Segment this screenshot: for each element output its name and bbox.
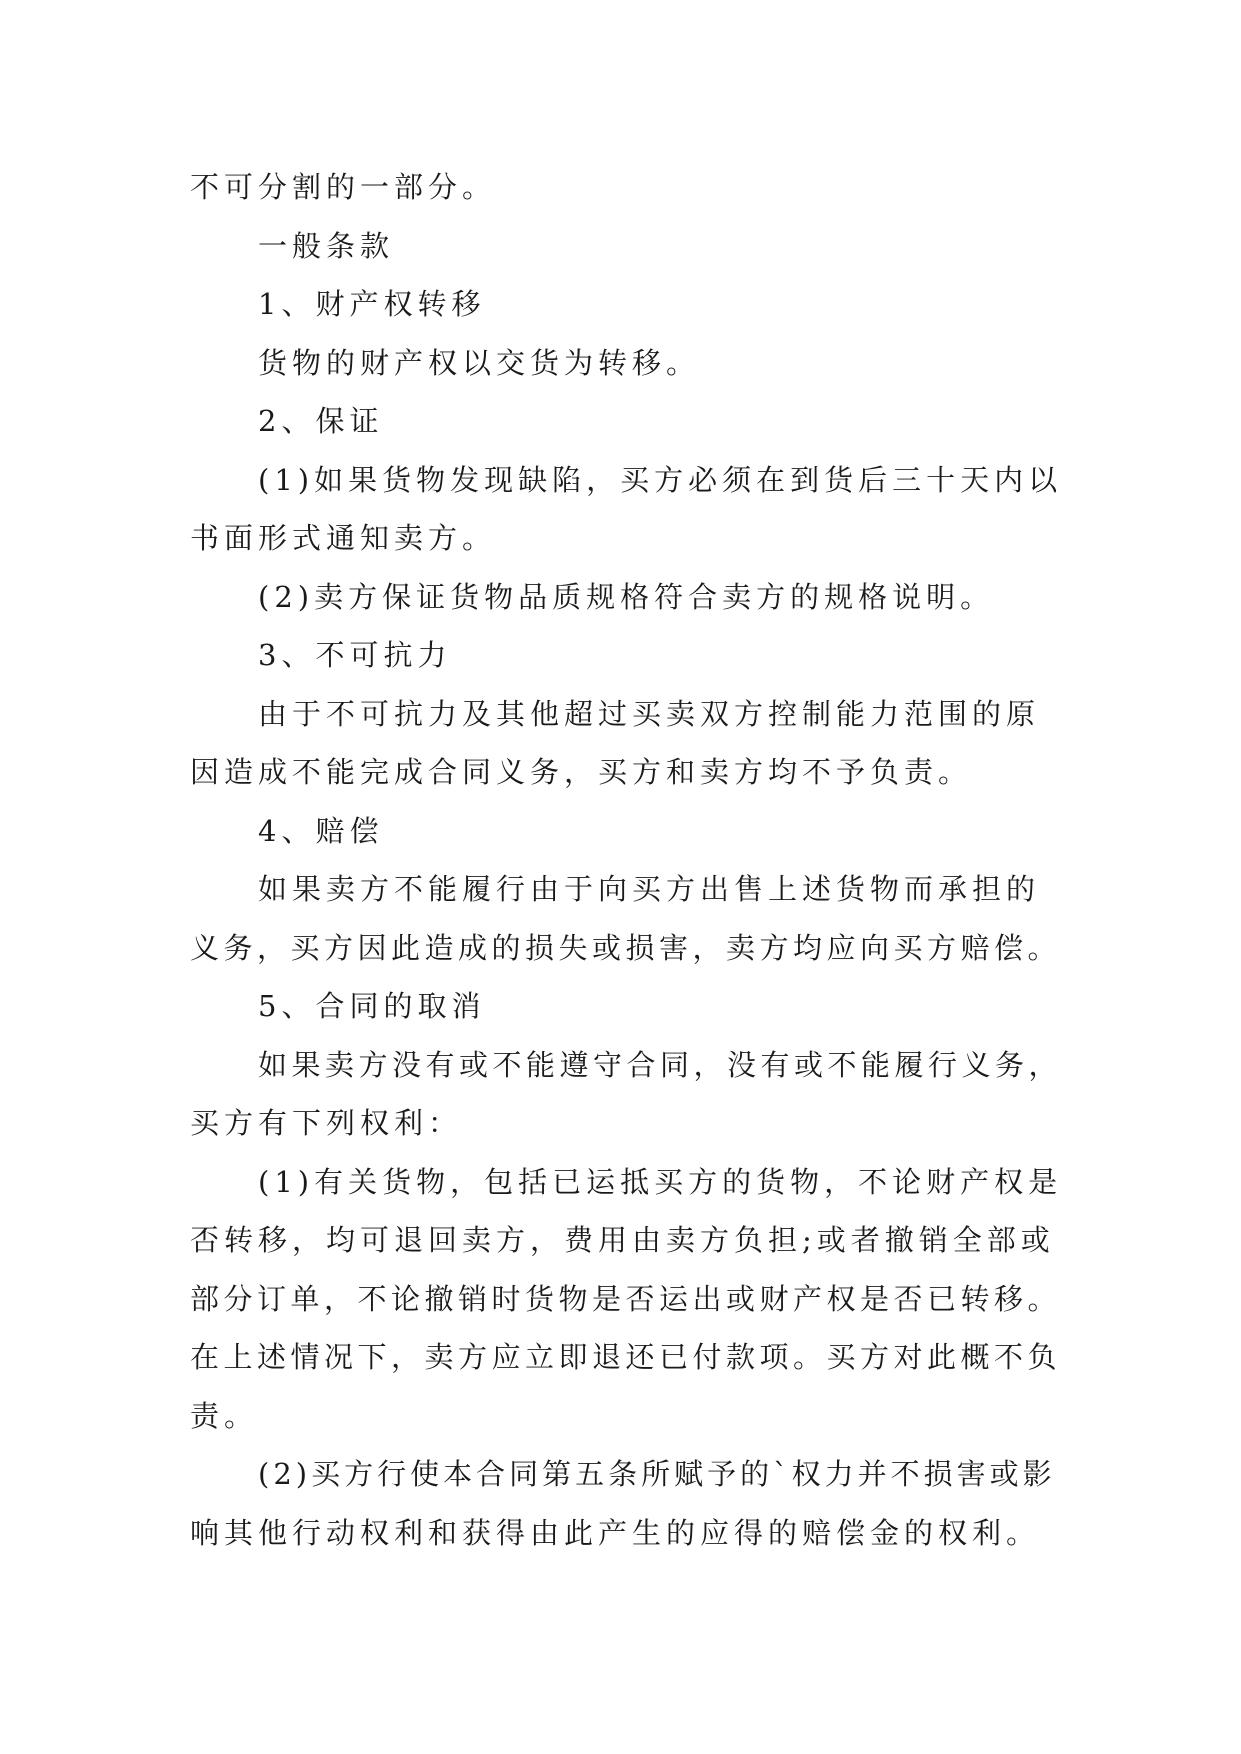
clause-heading-2: 2、保证 (258, 404, 384, 438)
text-line: 义务，买方因此造成的损失或损害，卖方均应向买方赔偿。 (190, 930, 1062, 965)
clause-heading-5: 5、合同的取消 (258, 989, 486, 1023)
text-line: (2)买方行使本合同第五条所赋予的`权力并不损害或影 (258, 1457, 1056, 1491)
text-line: 响其他行动权利和获得由此产生的应得的赔偿金的权利。 (190, 1515, 1041, 1550)
text-line: 买方有下列权利： (190, 1106, 463, 1140)
text-line: 书面形式通知卖方。 (190, 521, 497, 555)
document-body (190, 158, 1065, 1562)
clause-heading-3: 3、不可抗力 (258, 638, 452, 672)
text-line: 如果卖方不能履行由于向买方出售上述货物而承担的 (258, 872, 1041, 906)
text-line: 因造成不能完成合同义务，买方和卖方均不予负责。 (190, 755, 973, 789)
text-line: 部分订单，不论撤销时货物是否运出或财产权是否已转移。 (190, 1281, 1062, 1316)
text-line: 货物的财产权以交货为转移。 (258, 345, 701, 380)
text-line: 由于不可抗力及其他超过买卖双方控制能力范围的原 (258, 696, 1041, 731)
text-line: 在上述情况下，卖方应立即退还已付款项。买方对此概不负 (190, 1340, 1062, 1374)
text-line: 责。 (190, 1398, 259, 1433)
clause-heading-4: 4、赔偿 (258, 813, 384, 848)
text-line: (1)如果货物发现缺陷，买方必须在到货后三十天内以 (258, 462, 1063, 497)
text-line: 不可分割的一部分。 (190, 170, 497, 204)
text-line: 否转移，均可退回卖方，费用由卖方负担;或者撤销全部或 (190, 1223, 1055, 1257)
text-line: (2)卖方保证货物品质规格符合卖方的规格说明。 (258, 579, 995, 614)
section-heading-general-terms: 一般条款 (258, 228, 395, 263)
text-line: 如果卖方没有或不能遵守合同，没有或不能履行义务， (258, 1047, 1063, 1082)
clause-heading-1: 1、财产权转移 (258, 287, 486, 321)
text-line: (1)有关货物，包括已运抵买方的货物，不论财产权是 (258, 1164, 1063, 1199)
